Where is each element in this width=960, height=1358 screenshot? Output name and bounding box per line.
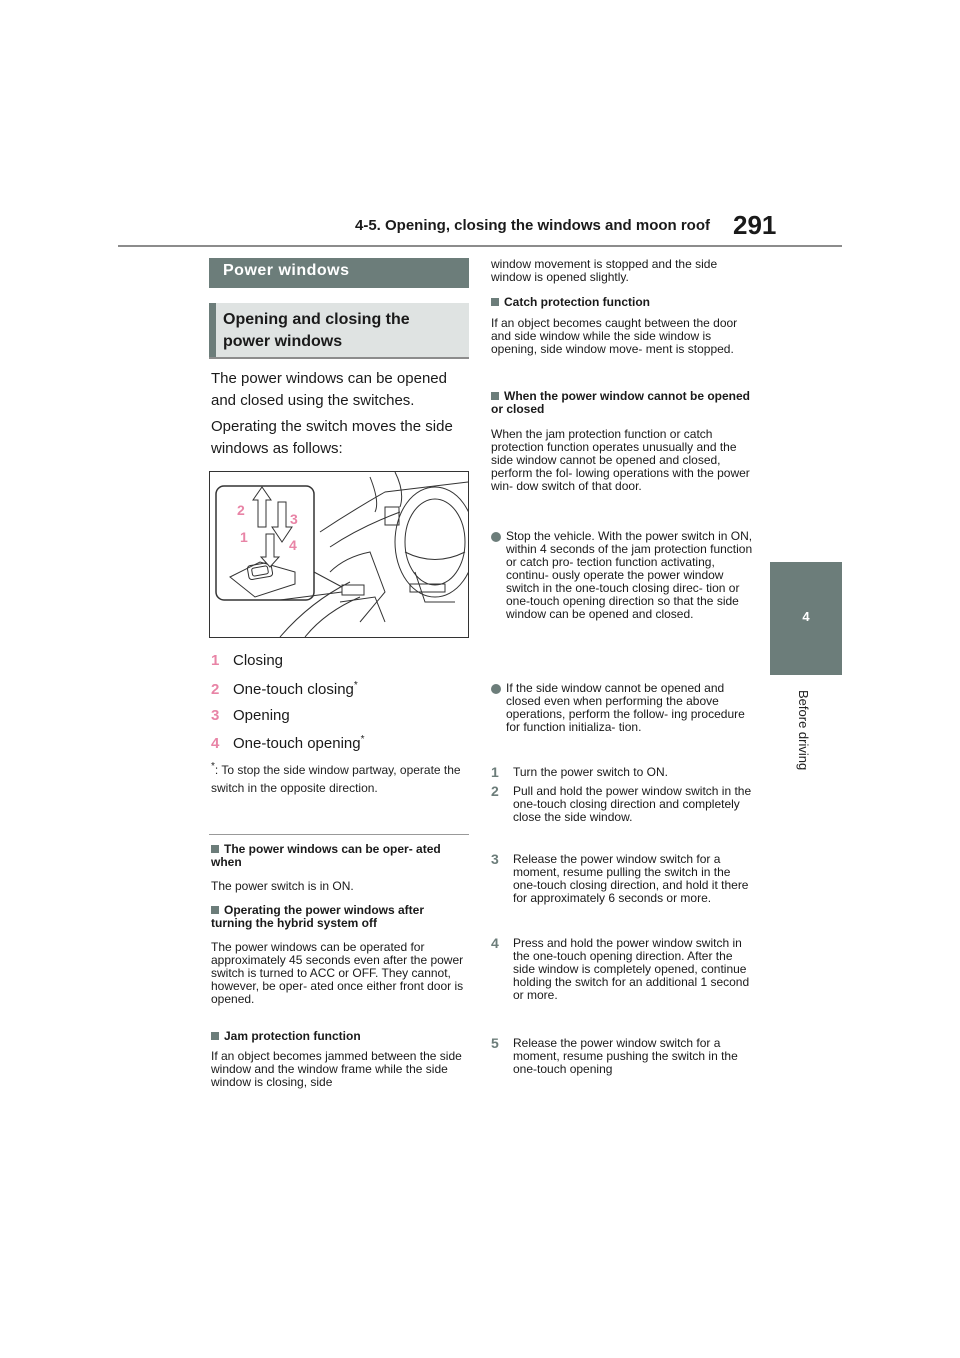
step-text: Press and hold the power window switch in the one-touch opening direction. After the side window is completely opened, continue holding the switch for an additional 1 second or more. bbox=[513, 936, 750, 1002]
round-bullet-icon bbox=[491, 532, 501, 542]
legend-number: 4 bbox=[211, 735, 220, 752]
note-heading-text: The power windows can be oper- ated when bbox=[211, 842, 441, 869]
legend-number: 1 bbox=[211, 652, 220, 669]
step-text: Pull and hold the power window switch in the one-touch closing direction and completely close the side window. bbox=[513, 784, 752, 824]
step-number: 5 bbox=[491, 1035, 499, 1051]
square-bullet-icon bbox=[491, 298, 499, 306]
legend-text: Opening bbox=[233, 707, 290, 724]
note-body: If an object becomes jammed between the side window and the window frame while the side window is closing, side bbox=[211, 1049, 462, 1089]
note-heading-text: Operating the power windows after turning the hybrid system off bbox=[211, 903, 425, 930]
note-heading-text: When the power window cannot be opened or closed bbox=[491, 389, 750, 416]
note-heading-text: Jam protection function bbox=[224, 1029, 361, 1043]
callout-1: 1 bbox=[240, 529, 248, 545]
note-heading bbox=[491, 296, 751, 309]
intro-paragraph-2: Operating the switch moves the side windows as follows: bbox=[211, 418, 453, 457]
heading-opening-closing bbox=[209, 303, 469, 359]
legend-number: 2 bbox=[211, 681, 220, 698]
bullet-item bbox=[491, 530, 753, 621]
note-heading bbox=[211, 843, 467, 869]
note-body: The power switch is in ON. bbox=[211, 879, 354, 893]
chapter-number: 4 bbox=[802, 609, 810, 624]
square-bullet-icon bbox=[211, 906, 219, 914]
step-number: 3 bbox=[491, 851, 499, 867]
step-item bbox=[491, 853, 753, 905]
legend-star: * bbox=[360, 734, 365, 745]
legend-text: Closing bbox=[233, 652, 284, 669]
step-number: 4 bbox=[491, 935, 499, 951]
legend-item bbox=[211, 680, 358, 698]
chapter-tab bbox=[770, 562, 842, 675]
legend-item bbox=[211, 651, 283, 669]
step-item bbox=[491, 937, 753, 1002]
heading-opening-closing-text: Opening and closing the power windows bbox=[223, 311, 410, 350]
heading-power-windows-text: Power windows bbox=[223, 262, 350, 279]
legend-item bbox=[211, 734, 365, 752]
chapter-label-wrap bbox=[795, 690, 811, 790]
callout-4: 4 bbox=[289, 537, 297, 553]
legend-star: * bbox=[353, 680, 358, 691]
bullet-text: Stop the vehicle. With the power switch in ON, within 4 seconds of the jam protection function or catch pro- tection function activating, continu- ously operate the power window switch in the one-touch closing direc- tion or one-touch opening direction so that the side window can be opened and closed. bbox=[506, 529, 753, 621]
square-bullet-icon bbox=[491, 392, 499, 400]
note-body: If an object becomes caught between the door and side window while the side window is opening, side window move- ment is stopped. bbox=[491, 316, 738, 356]
continued-text: window movement is stopped and the side window is opened slightly. bbox=[491, 257, 718, 284]
bullet-item bbox=[491, 682, 753, 734]
step-number: 1 bbox=[491, 764, 499, 780]
note-body: When the jam protection function or catch protection function operates unusually and the side window cannot be opened and closed, perform the fol- lowing operations with the power win- dow switch of that door. bbox=[491, 427, 750, 493]
footnote-mark: * bbox=[211, 761, 215, 772]
square-bullet-icon bbox=[211, 845, 219, 853]
intro-paragraph-1: The power windows can be opened and closed using the switches. bbox=[211, 370, 447, 409]
step-item bbox=[491, 1037, 753, 1076]
section-divider bbox=[209, 834, 469, 835]
step-text: Turn the power switch to ON. bbox=[513, 765, 668, 779]
bullet-text: If the side window cannot be opened and closed even when performing the above operations, perform the follow- ing procedure for function initializa- tion. bbox=[506, 681, 745, 734]
step-item bbox=[491, 766, 753, 779]
footnote-text: : To stop the side window partway, operate the switch in the opposite direction. bbox=[211, 763, 461, 795]
round-bullet-icon bbox=[491, 684, 501, 694]
legend-text: One-touch opening bbox=[233, 735, 361, 752]
callout-3: 3 bbox=[290, 511, 298, 527]
note-body: The power windows can be operated for approximately 45 seconds even after the power switch is turned to ACC or OFF. They cannot, however, be oper- ated once either front door is opened. bbox=[211, 940, 464, 1006]
step-text: Release the power window switch for a moment, resume pulling the switch in the one-touch closing direction, and hold it there for approximately 6 seconds or more. bbox=[513, 852, 749, 905]
note-heading bbox=[211, 1030, 467, 1043]
heading-power-windows bbox=[209, 258, 469, 288]
note-heading-text: Catch protection function bbox=[504, 295, 650, 309]
legend-number: 3 bbox=[211, 707, 220, 724]
chapter-label: Before driving bbox=[796, 690, 811, 771]
legend-text: One-touch closing bbox=[233, 681, 354, 698]
step-text: Release the power window switch for a moment, resume pushing the switch in the one-touch opening bbox=[513, 1036, 738, 1076]
window-switch-illustration bbox=[209, 471, 469, 638]
header-rule bbox=[118, 245, 842, 247]
legend-item bbox=[211, 706, 290, 724]
section-title: 4-5. Opening, closing the windows and moon roof bbox=[355, 217, 711, 234]
square-bullet-icon bbox=[211, 1032, 219, 1040]
note-heading bbox=[491, 390, 753, 416]
page-number: 291 bbox=[733, 210, 777, 240]
note-heading bbox=[211, 904, 467, 930]
step-item bbox=[491, 785, 753, 824]
footnote bbox=[211, 758, 467, 797]
illustration-svg bbox=[210, 472, 468, 637]
callout-2: 2 bbox=[237, 502, 245, 518]
step-number: 2 bbox=[491, 783, 499, 799]
heading-accent-bar bbox=[209, 303, 216, 357]
